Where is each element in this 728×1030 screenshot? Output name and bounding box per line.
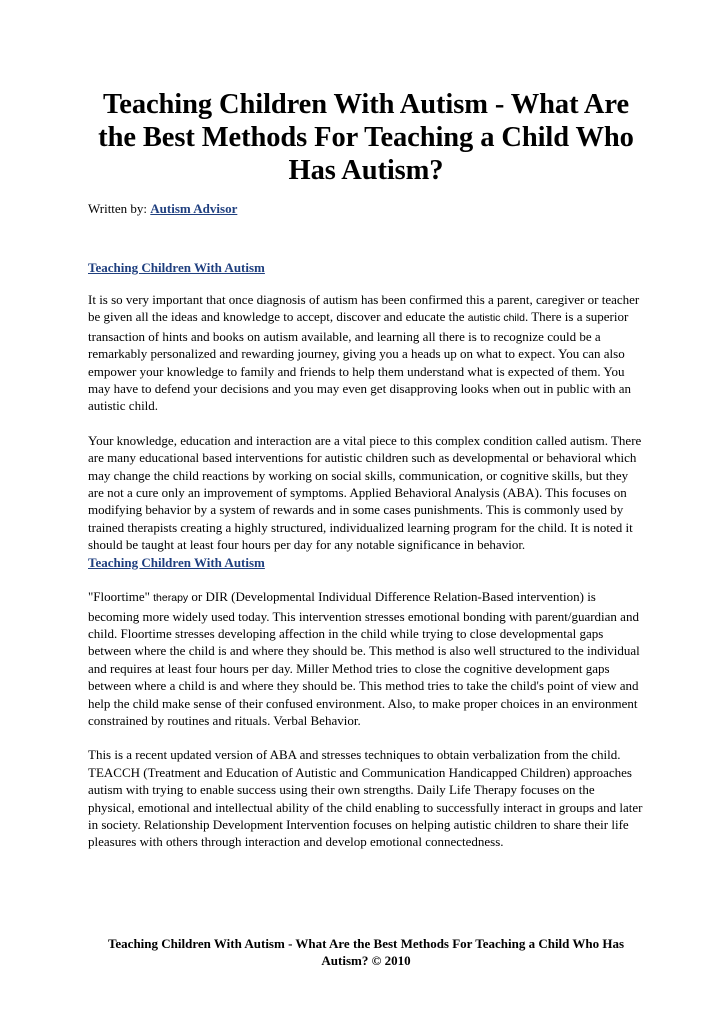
paragraph-intro [88, 291, 644, 415]
paragraph-floortime-text-a: "Floortime" [88, 589, 154, 605]
section-link-teaching-children[interactable]: Teaching Children With Autism [88, 260, 265, 275]
page-footer: Teaching Children With Autism - What Are the Best Methods For Teaching a Child Who Has Autism? © 2010 [107, 936, 625, 968]
byline-label: Written by: [88, 201, 148, 216]
paragraph-intro-text-b: . There is a superior transaction of hints and books on autism available, and learning all there is to recognize could be a remarkably personalized and rewarding journey, giving you a heads up on what to expect. You can also empower your knowledge to family and friends to help them understand what is expected of them. You may have to defend your decisions and you may even get disapproving looks when out in public with an autistic child. [88, 309, 631, 414]
inline-term-therapy: therapy [153, 592, 189, 605]
paragraph-knowledge [88, 432, 644, 571]
paragraph-floortime [88, 588, 644, 729]
inline-term-autistic-child: autistic child [467, 312, 525, 325]
paragraph-intro-text-a: It is so very important that once diagnosis of autism has been confirmed this a parent, caregiver or teacher be given all the ideas and knowledge to accept, discover and educate the [88, 292, 640, 325]
byline [88, 201, 644, 217]
paragraph-floortime-text-b: or DIR (Developmental Individual Difference Relation-Based intervention) is becoming more widely used today. This intervention stresses emotional bonding with parent/guardian and child. Floortime stresses developing affection in the child while trying to close developmental gaps between where the child is and where they should be. This method is also well structured to the individual and requires at least four hours per day. Miller Method tries to close the cognitive development gaps between where a child is and where they should be. This method tries to take the child's point of view and help the child make sense of their confused environment. Also, to make proper choices in an environment constrained by routines and rituals. Verbal Behavior. [88, 589, 640, 728]
paragraph-knowledge-text: Your knowledge, education and interaction are a vital piece to this complex condition called autism. There are many educational based interventions for autistic children such as developmental or behavioral which may change the child reactions by working on social skills, communication, or cognitive skills, but they are not a cure only an improvement of symptoms. Applied Behavioral Analysis (ABA). This focuses on modifying behavior by a system of rewards and in some cases punishments. This is commonly used by trained therapists creating a highly structured, individualized learning program for the child. It is noted it should be taught at least four hours per day for any notable significance in behavior. [88, 432, 642, 553]
page-title: Teaching Children With Autism - What Are the Best Methods For Teaching a Child Who Has Autism? [98, 89, 634, 186]
author-link[interactable]: Autism Advisor [150, 201, 238, 216]
section-link-teaching-children-2[interactable]: Teaching Children With Autism [88, 554, 265, 570]
paragraph-aba-update: This is a recent updated version of ABA and stresses techniques to obtain verbalization from the child. TEACCH (Treatment and Education of Autistic and Communication Handicapped Children) approaches autism with trying to enable success using their own strengths. Daily Life Therapy focuses on the physical, emotional and intellectual ability of the child enabling to successfully interact in groups and later in society. Relationship Development Intervention focuses on helping autistic children to share their life pleasures with others through interaction and develop emotional connectedness. [88, 747, 643, 850]
document-page [88, 88, 644, 851]
